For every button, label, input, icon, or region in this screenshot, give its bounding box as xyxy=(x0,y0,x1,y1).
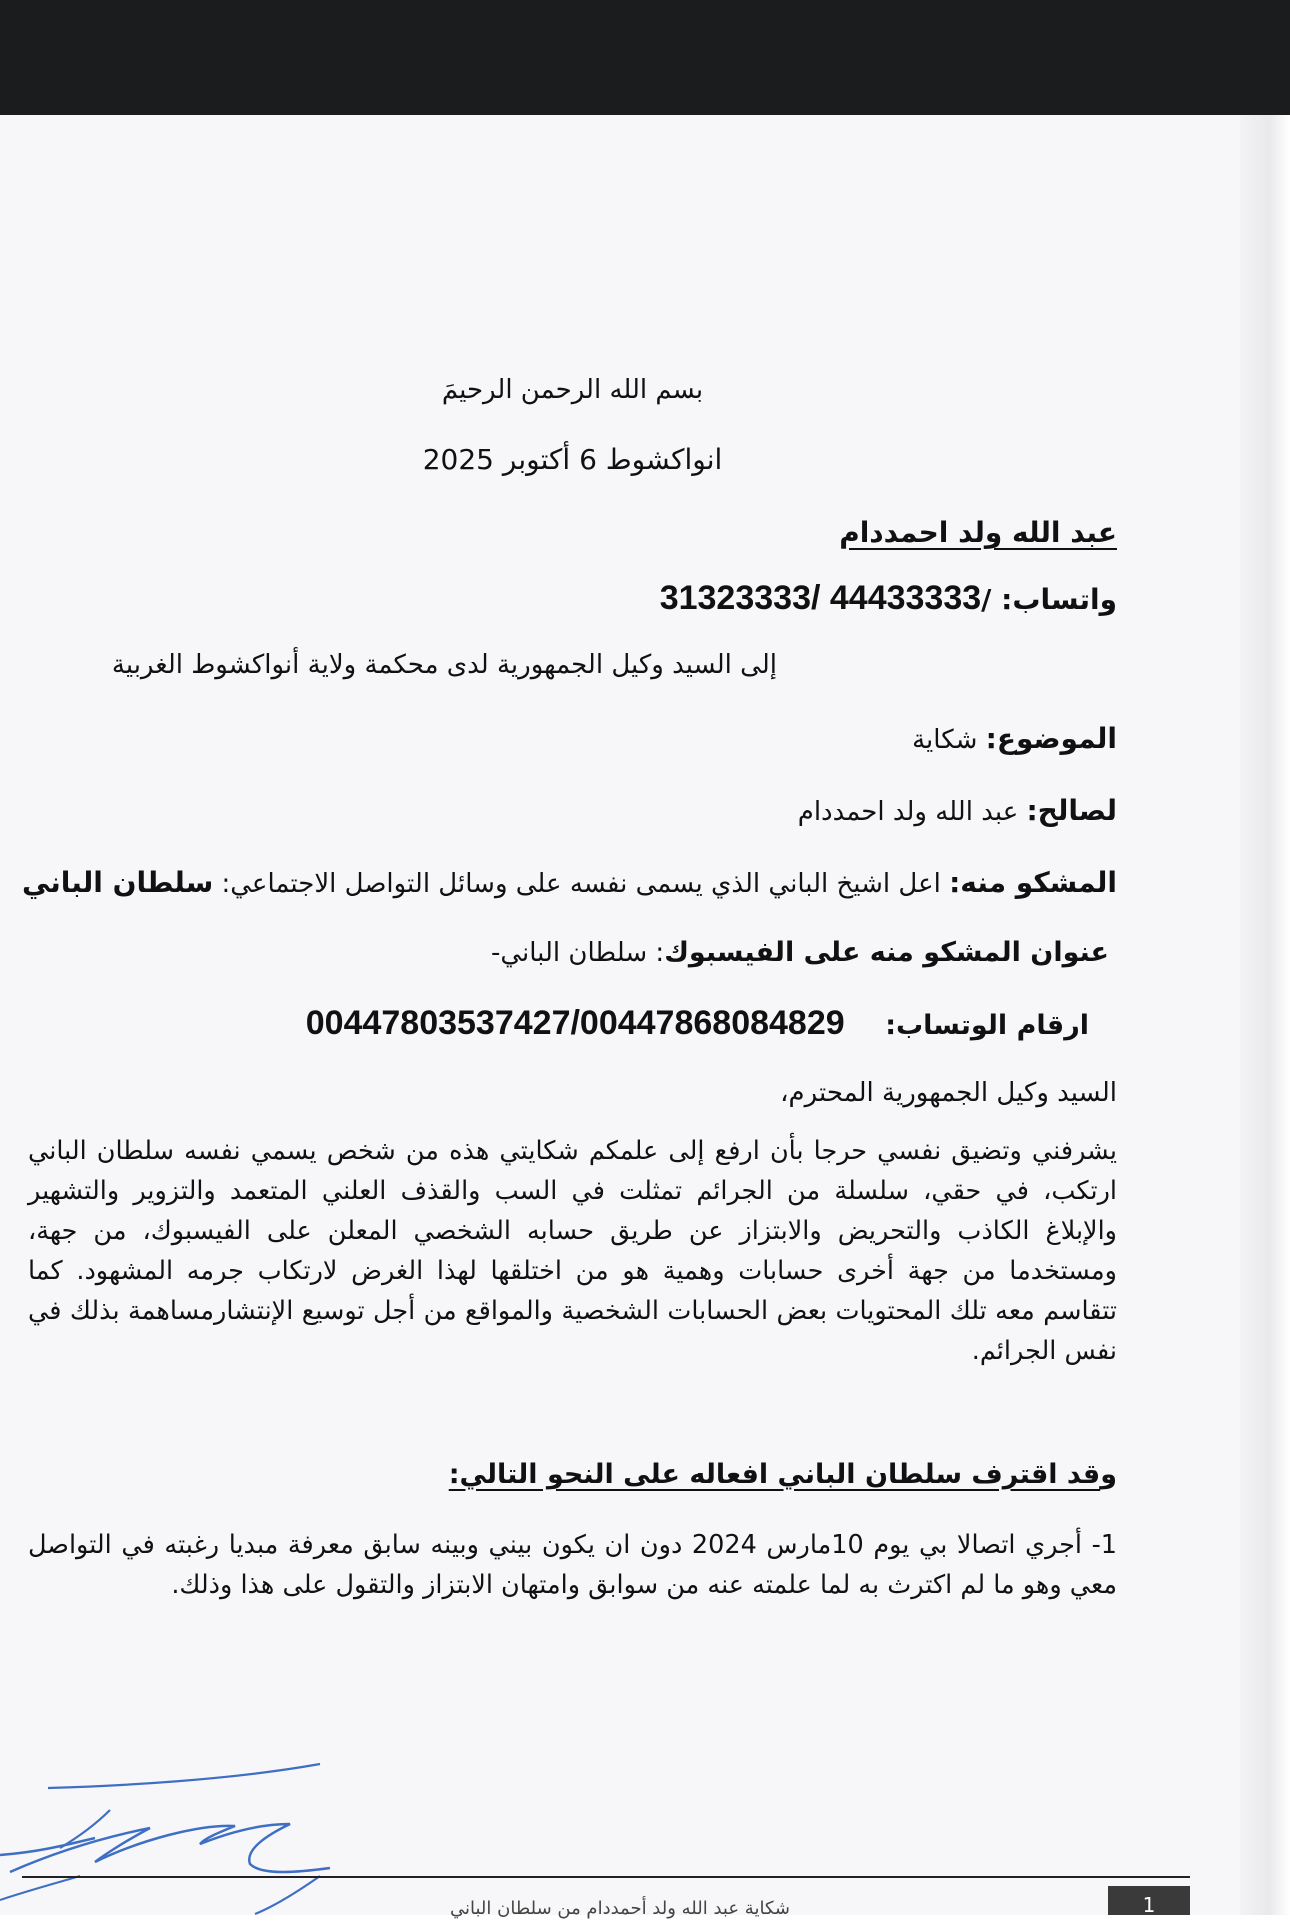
accused-label: المشكو منه: xyxy=(949,866,1117,899)
facebook-label: عنوان المشكو منه على الفيسبوك xyxy=(664,937,1109,968)
footer-rule xyxy=(22,1876,1190,1878)
for-label: لصالح: xyxy=(1026,794,1117,827)
section-heading-prefix: و xyxy=(1100,1459,1117,1490)
page-number: 1 xyxy=(1108,1886,1190,1915)
subject-label: الموضوع: xyxy=(985,722,1117,755)
footer-caption: شكاية عبد الله ولد أحمددام من سلطان الباني xyxy=(450,1898,790,1919)
handwritten-signature xyxy=(0,1740,360,1915)
facebook-line xyxy=(491,933,1109,973)
phones-label: ارقام الوتساب: xyxy=(885,1010,1089,1041)
subject-value: شكاية xyxy=(912,725,986,755)
section-heading-text: قد اقترف سلطان الباني افعاله على النحو التالي: xyxy=(448,1459,1101,1490)
accused-alias: سلطان الباني xyxy=(21,866,214,899)
for-value: عبد الله ولد احمددام xyxy=(797,797,1027,827)
sender-name: عبد الله ولد احمددام xyxy=(839,516,1117,549)
top-bar xyxy=(0,0,1290,115)
document-page xyxy=(0,115,1282,1915)
subject-line xyxy=(912,719,1117,760)
basmala: بسم الله الرحمن الرحيمَ xyxy=(441,375,704,405)
accused-value: اعل اشيخ الباني الذي يسمى نفسه على وسائل التواصل الاجتماعي: xyxy=(213,869,950,899)
place-date: انواكشوط 6 أكتوبر 2025 xyxy=(422,443,723,476)
for-line xyxy=(798,791,1117,832)
whatsapp-label: واتساب: / xyxy=(981,583,1117,616)
section-heading xyxy=(449,1455,1117,1495)
page-edge-shadow xyxy=(1240,115,1290,1915)
whatsapp-numbers: 31323333/ 44433333 xyxy=(659,579,982,617)
paragraph-1-text: يشرفني وتضيق نفسي حرجا بأن ارفع إلى علمكم شكايتي هذه من شخص يسمي نفسه سلطان الباني ارتكب، في حقي، سلسلة من الجرائم تمثلت في السب والقذف العلني المتعمد والتزوير والتشهير والإبلاغ الكاذب والتحريض والابتزاز عن طريق حسابه الشخصي المعلن على الفيسبوك، من جهة، ومستخدما من جهة أخرى حسابات وهمية هو من اختلقها لهذا الغرض لارتكاب جرمه المشهود. كما تتقاسم معه تلك المحتويات بعض الحسابات الشخصية والمواقع من أجل توسيع الإنتشارمساهمة بذلك في نفس الجرائم. xyxy=(28,1136,1117,1366)
greeting: السيد وكيل الجمهورية المحترم، xyxy=(780,1078,1117,1108)
facebook-value: : سلطان الباني- xyxy=(490,938,665,968)
phones-value: 00447803537427/00447868084829 xyxy=(305,1004,845,1042)
accused-line xyxy=(22,863,1117,904)
whatsapp-line xyxy=(660,578,1117,621)
item-1 xyxy=(28,1525,1117,1605)
item-1-text: 1- أجري اتصالا بي يوم 10مارس 2024 دون ان يكون بيني وبينه سابق معرفة مبديا رغبته في التواصل معي وهو ما لم اكترث به لما علمته عنه من سوابق وامتهان الابتزاز والتقول على هذا وذلك. xyxy=(28,1530,1118,1600)
phones-line xyxy=(306,1003,1089,1046)
recipient: إلى السيد وكيل الجمهورية لدى محكمة ولاية أنواكشوط الغربية xyxy=(111,650,777,680)
paragraph-1 xyxy=(28,1131,1117,1371)
